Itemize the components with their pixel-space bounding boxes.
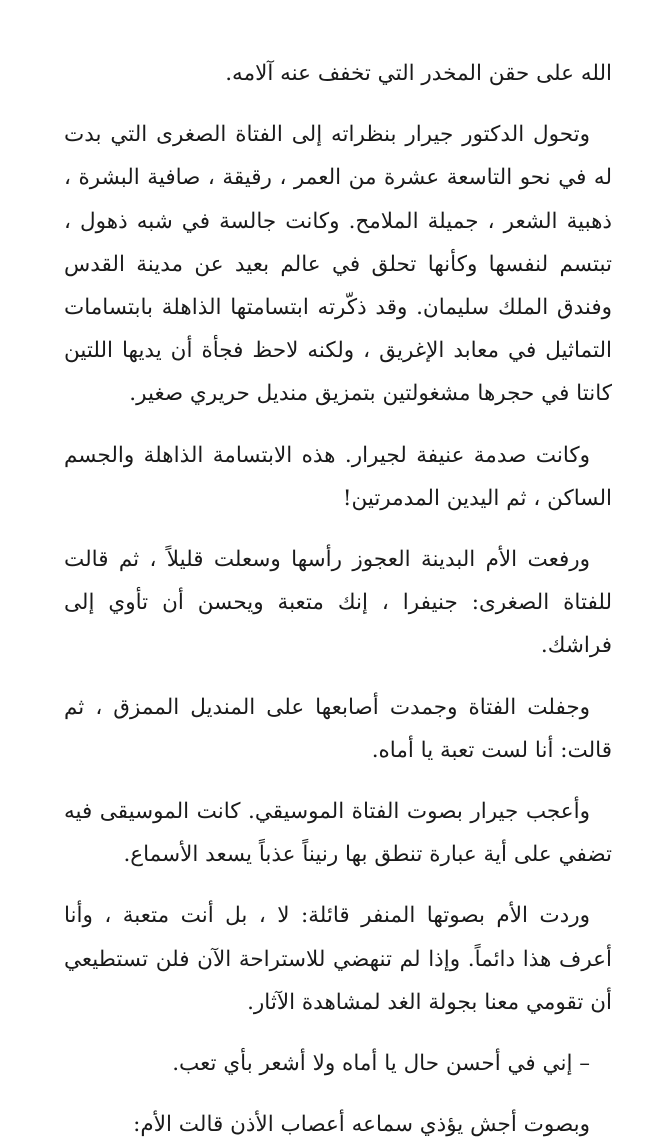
paragraph-mother-insists: وردت الأم بصوتها المنفر قائلة: لا ، بل أنت متعبة ، وأنا أعرف هذا دائماً. وإذا لم تنهضي للاستراحة الآن فلن تستطيعي أن تقومي معنا بجولة الغد لمشاهدة الآثار. [64,903,612,1015]
paragraph-gerard-looks-at-girl: وتحول الدكتور جيرار بنظراته إلى الفتاة الصغرى التي بدت له في نحو التاسعة عشرة من العمر ، رقيقة ، صافية البشرة ، ذهبية الشعر ، جميلة الملامح. وكانت جالسة في شبه ذهول ، تبتسم لنفسها وكأنها تحلق في عالم بعيد عن مدينة القدس وفندق الملك سليمان. وقد ذكّرته ابتسامتها الذاهلة بابتسامات التماثيل في معابد الإغريق ، ولكنه لاحظ فجأة أن يديها اللتين كانتا في حجرها مشغولتين بتمزيق منديل حريري صغير. [64,122,612,407]
paragraph-mother-speaks: ورفعت الأم البدينة العجوز رأسها وسعلت قليلاً ، ثم قالت للفتاة الصغرى: جنيفرا ، إنك متعبة ويحسن أن تأوي إلى فراشك. [64,547,612,659]
paragraph-dialogue-line: – إني في أحسن حال يا أماه ولا أشعر بأي تعب. [172,1051,590,1077]
paragraph-shock: وكانت صدمة عنيفة لجيرار. هذه الابتسامة الذاهلة والجسم الساكن ، ثم اليدين المدمرتين! [64,442,612,511]
paragraph-mother-hoarse-voice: وبصوت أجش يؤذي سماعه أعصاب الأذن قالت الأم: [133,1112,590,1138]
paragraph-musical-voice: وأعجب جيرار بصوت الفتاة الموسيقي. كانت الموسيقى فيه تضفي على أية عبارة تنطق بها رنيناً عذباً يسعد الأسماع. [64,799,612,868]
book-page [64,52,612,1146]
paragraph-continuation: الله على حقن المخدر التي تخفف عنه آلامه. [225,61,612,86]
paragraph-girl-replies: وجفلت الفتاة وجمدت أصابعها على المنديل الممزق ، ثم قالت: أنا لست تعبة يا أماه. [64,694,612,763]
